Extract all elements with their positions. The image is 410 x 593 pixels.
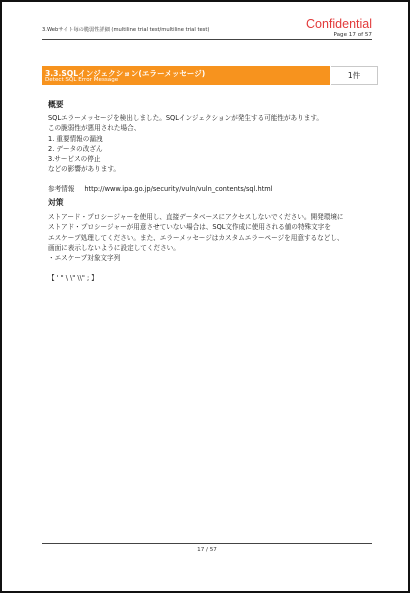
overview-line: この脆弱性が悪用された場合、 [48,124,141,133]
overview-line: SQLエラーメッセージを検出しました。SQLインジェクションが発生する可能性があります。 [48,114,323,122]
overview-line: 3.サービスの停止 [48,155,101,164]
vulnerability-subtitle: Detect SQL Error Message [45,77,119,83]
reference-url: http://www.ipa.go.jp/security/vuln/vuln_contents/sql.html [84,185,273,193]
reference-info [48,183,273,193]
countermeasure-line: ストアド・プロシージャーが用意させていない場合は、SQL文作成に使用される値の特殊文字を [48,223,331,232]
escape-characters [48,273,98,283]
overview-line: 1. 重要情報の漏洩 [48,134,103,143]
countermeasure-text [48,212,344,263]
header-divider [42,39,372,40]
reference-label: 参考情報 [48,185,75,193]
countermeasure-heading: 対策 [48,198,64,207]
vulnerability-title: 3.3.SQLインジェクション(エラーメッセージ) [45,69,206,78]
overview-heading: 概要 [48,100,64,109]
footer-divider [42,543,372,544]
countermeasure-line: ・エスケープ対象文字列 [48,254,121,263]
header-section-title: 3.Webサイト毎の脆弱性詳細 (multiline trial test/multiline trial test) [42,27,210,33]
vulnerability-count: 1件 [331,66,378,85]
overview-line: 2. データの改ざん [48,144,103,153]
footer-page-number: 17 / 57 [197,547,217,553]
escape-characters-text: 【 ' " \ \" \\" ; 】 [48,274,98,282]
countermeasure-line: 画面に表示しないように設定してください。 [48,243,180,252]
confidential-label: Confidential [305,17,372,31]
vulnerability-title-bar [42,66,330,85]
header-page-label: Page 17 of 57 [333,32,372,38]
overview-line: などの影響があります。 [48,165,121,174]
countermeasure-line: エスケープ処理してください。また、エラーメッセージはカスタムエラーページを用意するなどし、 [48,233,344,242]
countermeasure-line: ストアード・プロシージャーを使用し、直接データベースにアクセスしないでください。開発環境に [48,213,344,221]
overview-text [48,113,323,175]
